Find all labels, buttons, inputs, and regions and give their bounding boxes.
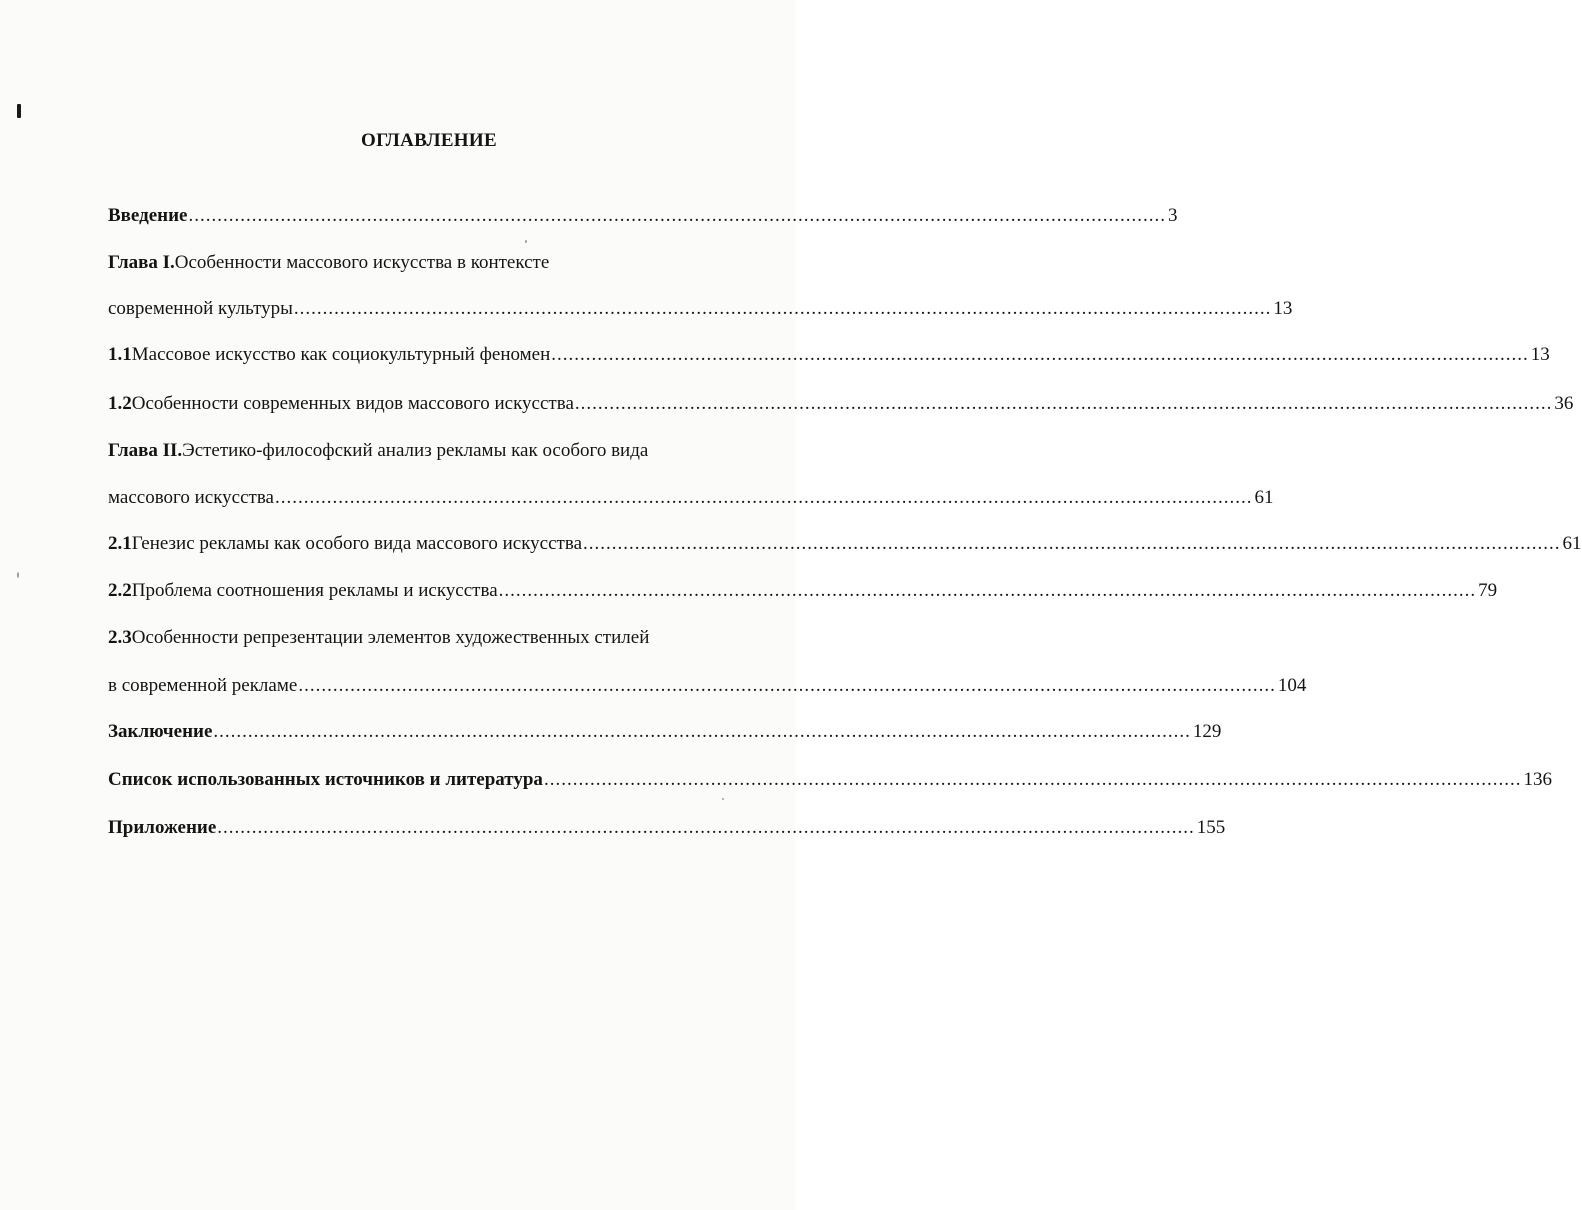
toc-entry-bold-label: Заключение [108, 721, 213, 742]
toc-entry-bold-label: 2.1 [108, 533, 132, 554]
toc-leader-dots: .......................................................................................................................................................................... [188, 205, 1166, 226]
toc-leader-dots: .......................................................................................................................................................................... [551, 344, 1529, 365]
toc-leader-dots: .......................................................................................................................................................................... [583, 533, 1561, 554]
toc-entry[interactable] [108, 625, 649, 651]
toc-leader-dots: .......................................................................................................................................................................... [574, 393, 1553, 414]
toc-entry[interactable] [108, 391, 1574, 417]
toc-leader-dots: .......................................................................................................................................................................... [217, 817, 1195, 838]
toc-entry[interactable] [108, 531, 1582, 557]
toc-entry-bold-label: Список использованных источников и литература [108, 769, 543, 790]
toc-entry-label: Особенности репрезентации элементов художественных стилей [131, 627, 650, 648]
toc-entry-bold-label: Глава I. [108, 252, 175, 273]
toc-entry-label: Массовое искусство как социокультурный феномен [131, 344, 551, 365]
toc-entry-label: Генезис рекламы как особого вида массового искусства [131, 533, 583, 554]
toc-entry-bold-label: Введение [108, 205, 188, 226]
toc-leader-dots: .......................................................................................................................................................................... [275, 487, 1253, 508]
toc-entry-bold-label: 1.2 [108, 393, 132, 414]
toc-page-number: 61 [1254, 487, 1274, 508]
scan-speck [722, 798, 724, 800]
toc-entry-bold-label: Приложение [108, 817, 217, 838]
toc-entry[interactable] [108, 438, 648, 464]
toc-page-number: 104 [1277, 675, 1307, 696]
toc-page-number: 61 [1562, 533, 1582, 554]
toc-page-number: 136 [1523, 769, 1552, 790]
toc-leader-dots: .......................................................................................................................................................................... [298, 675, 1276, 696]
toc-leader-dots: .......................................................................................................................................................................... [498, 580, 1477, 601]
toc-entry[interactable] [108, 250, 549, 276]
toc-entry[interactable] [108, 485, 1274, 511]
toc-entry-label: современной культуры [108, 298, 293, 319]
toc-heading: ОГЛАВЛЕНИЕ [361, 130, 497, 151]
toc-page-number: 36 [1554, 393, 1574, 414]
toc-leader-dots: .......................................................................................................................................................................... [213, 721, 1191, 742]
toc-entry-label: Проблема соотношения рекламы и искусства [131, 580, 498, 601]
toc-page-number: 79 [1478, 580, 1498, 601]
toc-page-number: 129 [1192, 721, 1222, 742]
scan-artifact [17, 104, 21, 118]
toc-leader-dots: .......................................................................................................................................................................... [293, 298, 1272, 319]
toc-entry-label: Особенности массового искусства в контексте [174, 252, 550, 273]
toc-page-number: 155 [1196, 817, 1226, 838]
scan-speck [17, 572, 19, 578]
toc-entry-bold-label: 2.2 [108, 580, 132, 601]
toc-entry[interactable] [108, 767, 1552, 793]
toc-entry[interactable] [108, 296, 1293, 322]
toc-leader-dots: .......................................................................................................................................................................... [543, 769, 1522, 790]
toc-entry[interactable] [108, 203, 1178, 229]
toc-entry-bold-label: 2.3 [108, 627, 132, 648]
toc-entry[interactable] [108, 719, 1222, 745]
toc-entry-label: Эстетико-философский анализ рекламы как особого вида [182, 440, 649, 461]
toc-entry[interactable] [108, 578, 1498, 604]
toc-page-number: 13 [1530, 344, 1550, 365]
toc-entry-bold-label: 1.1 [108, 344, 132, 365]
scan-speck [525, 240, 527, 243]
toc-entry-label: массового искусства [108, 487, 274, 508]
toc-entry-label: Особенности современных видов массового искусства [131, 393, 574, 414]
toc-page-number: 13 [1273, 298, 1293, 319]
toc-entry[interactable] [108, 342, 1550, 368]
toc-entry-label: в современной рекламе [108, 675, 298, 696]
toc-entry[interactable] [108, 815, 1226, 841]
toc-entry[interactable] [108, 673, 1307, 699]
toc-entry-bold-label: Глава II. [108, 440, 183, 461]
toc-page-number: 3 [1168, 205, 1178, 226]
